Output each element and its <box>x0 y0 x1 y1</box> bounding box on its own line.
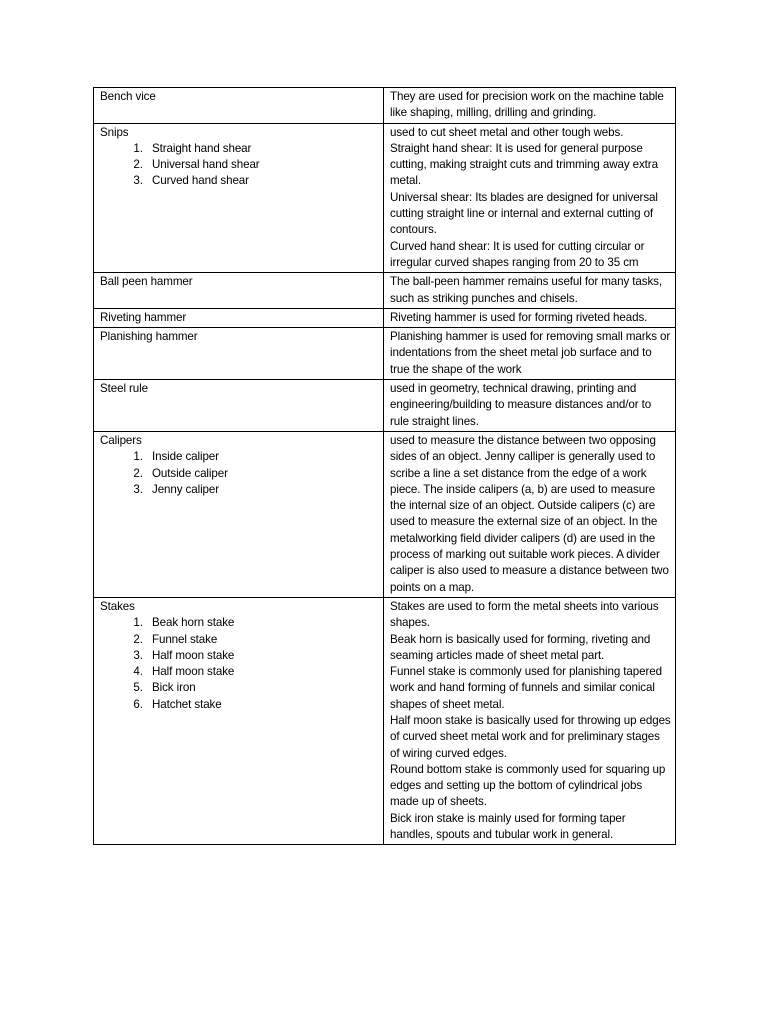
tools-table <box>93 87 676 845</box>
tool-type-item: 3. Half moon stake <box>146 648 379 664</box>
tools-table-body <box>94 88 676 845</box>
tool-name: Snips <box>100 125 129 139</box>
tool-type-item: 6. Hatchet stake <box>146 697 379 713</box>
table-row <box>94 328 676 380</box>
tool-description: Beak horn is basically used for forming, riveting and seaming articles made of sheet metal part. <box>390 632 651 662</box>
tool-type-item: 4. Half moon stake <box>146 664 379 680</box>
tool-type-item: 5. Bick iron <box>146 680 379 696</box>
tool-type-item: 3. Jenny caliper <box>146 482 379 498</box>
tool-description: Funnel stake is commonly used for planishing tapered work and hand forming of funnels and similar conical shapes of sheet metal. <box>390 665 662 711</box>
tool-description: Stakes are used to form the metal sheets into various shapes. <box>390 599 659 630</box>
tool-description: They are used for precision work on the machine table like shaping, milling, drilling and grinding. <box>390 90 664 120</box>
tool-name-cell <box>94 328 384 380</box>
tool-description-cell <box>384 431 676 597</box>
tool-type-item: 2. Outside caliper <box>146 466 379 482</box>
table-row <box>94 597 676 844</box>
tool-description: used in geometry, technical drawing, printing and engineering/building to measure distances and/or to rule straight lines. <box>390 382 652 428</box>
tool-name-cell <box>94 123 384 273</box>
tool-type-list <box>100 449 379 498</box>
tool-description-cell <box>384 328 676 380</box>
tool-type-list <box>100 615 379 713</box>
table-row <box>94 123 676 273</box>
tool-description-cell <box>384 273 676 309</box>
tool-name-cell <box>94 273 384 309</box>
tool-description-cell <box>384 123 676 273</box>
tool-name: Stakes <box>100 599 135 613</box>
tool-description: The ball-peen hammer remains useful for many tasks, such as striking punches and chisels. <box>390 275 662 305</box>
tool-name-cell <box>94 380 384 432</box>
tool-name-cell <box>94 431 384 597</box>
tool-name-cell <box>94 88 384 124</box>
tool-type-item: 2. Universal hand shear <box>146 157 379 173</box>
tool-description-cell <box>384 380 676 432</box>
tool-description: used to cut sheet metal and other tough webs. <box>390 125 624 139</box>
tool-description: Universal shear: Its blades are designed for universal cutting straight line or internal and external cutting of contours. <box>390 190 658 237</box>
tool-type-item: 1. Beak horn stake <box>146 615 379 631</box>
tool-description: used to measure the distance between two opposing sides of an object. Jenny calliper is generally used to scribe a line a set distance from the edge of a work piece. The inside calipers (a, b) are used to measure the internal size of an object. Outside calipers (c) are used to measure the external size of an object. In the metalworking field divider calipers (d) are used in the process of marking out suitable work pieces. A divider caliper is also used to measure a distance between two points on a map. <box>390 433 669 594</box>
tool-description: Half moon stake is basically used for throwing up edges of curved sheet metal work and for preliminary stages of wiring curved edges. <box>390 713 671 760</box>
tool-type-item: 1. Inside caliper <box>146 449 379 465</box>
tool-description: Straight hand shear: It is used for general purpose cutting, making straight cuts and trimming away extra metal. <box>390 141 658 188</box>
table-row <box>94 308 676 327</box>
tool-description: Riveting hammer is used for forming riveted heads. <box>390 310 648 324</box>
tool-type-list <box>100 141 379 190</box>
tool-type-item: 1. Straight hand shear <box>146 141 379 157</box>
tool-description: Bick iron stake is mainly used for forming taper handles, spouts and tubular work in general. <box>390 811 626 842</box>
tool-name: Riveting hammer <box>100 310 187 324</box>
tool-type-item: 3. Curved hand shear <box>146 173 379 189</box>
tool-name-cell <box>94 308 384 327</box>
tool-description: Round bottom stake is commonly used for squaring up edges and setting up the bottom of cylindrical jobs made up of sheets. <box>390 762 666 809</box>
tool-description: Curved hand shear: It is used for cutting circular or irregular curved shapes ranging from 20 to 35 cm <box>390 239 645 269</box>
tool-name: Planishing hammer <box>100 330 198 344</box>
table-row <box>94 88 676 124</box>
tool-description-cell <box>384 308 676 327</box>
tool-name: Ball peen hammer <box>100 275 193 289</box>
tool-type-item: 2. Funnel stake <box>146 632 379 648</box>
tool-name: Bench vice <box>100 90 156 103</box>
tool-name-cell <box>94 597 384 844</box>
tool-description: Planishing hammer is used for removing small marks or indentations from the sheet metal job surface and to true the shape of the work <box>390 330 671 376</box>
table-row <box>94 431 676 597</box>
tool-description-cell <box>384 597 676 844</box>
tool-description-cell <box>384 88 676 124</box>
table-row <box>94 380 676 432</box>
tool-name: Steel rule <box>100 382 148 396</box>
tool-name: Calipers <box>100 433 142 447</box>
table-row <box>94 273 676 309</box>
